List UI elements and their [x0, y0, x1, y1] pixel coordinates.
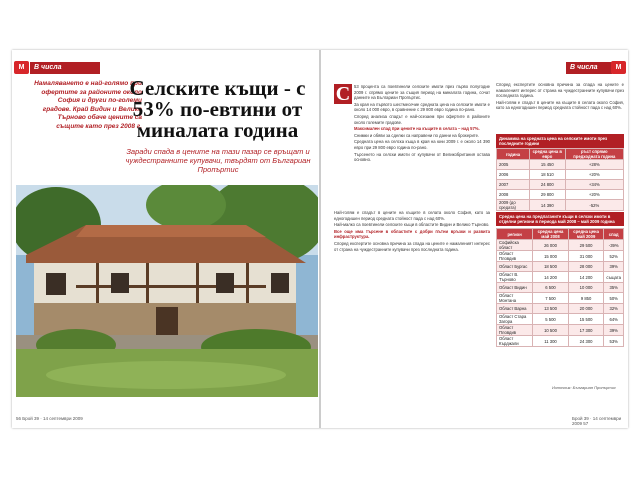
table-cell: 52% — [604, 251, 624, 262]
table-row — [497, 251, 624, 262]
table-cell: 17 300 — [568, 325, 604, 336]
table-row — [497, 314, 624, 325]
body-column-1 — [354, 84, 490, 164]
magazine-spread — [12, 50, 628, 428]
table-cell: 64% — [604, 314, 624, 325]
table1-caption: Динамика на средната цена на селските имоти през последните години — [496, 134, 624, 148]
table-row — [497, 262, 624, 272]
table-cell: 50% — [604, 293, 624, 304]
table-cell: 2007 — [497, 180, 530, 190]
body-paragraph: Според експертите основна причина за спада на цените е намаленият интерес от страна на чуждестранните купувачи през последната година. — [496, 82, 624, 99]
folio-right — [572, 416, 628, 426]
page-number-left: 56 — [16, 416, 22, 421]
village-house-photo — [16, 185, 318, 397]
table-header-row — [497, 229, 624, 240]
table-cell: 2006 — [497, 170, 530, 180]
table-cell: 15 500 — [568, 314, 604, 325]
body-paragraph: Най-голям е спадът в цените на къщите в селата около София, като за едногодишен период средната стойност пада с над 60%. — [334, 210, 490, 221]
table-header-cell: средна цена май 2008 — [533, 229, 569, 240]
body-paragraph: Снимки и обяви за сделки са направени по данни на брокерите. — [354, 132, 480, 138]
table-cell: +20% — [565, 170, 623, 180]
body-paragraph: Най-голям е спадът в цените на къщите в селата около София, като за едногодишен период средната стойност пада с над 60%. — [496, 99, 624, 111]
table-row — [497, 304, 624, 314]
table-source: Източник: Българиан Пропъртис — [552, 385, 616, 390]
folio-left — [16, 416, 83, 421]
section-label-right: В числа — [570, 64, 598, 71]
body-paragraph: Според експертите основна причина за спада на цените е намаленият интерес от страна на чуждестранните купувачи през последната година. — [334, 240, 490, 252]
table-cell: 28 000 — [568, 262, 604, 272]
table-cell: +20% — [565, 190, 623, 200]
table-cell: 14 200 — [533, 272, 569, 283]
table-cell: 24 300 — [568, 336, 604, 347]
table-cell: Област Пловдив — [497, 325, 533, 336]
table-header-cell: спад — [604, 229, 624, 240]
table-cell: 31 000 — [568, 251, 604, 262]
table-row — [497, 160, 624, 170]
table-cell: 39% — [604, 262, 624, 272]
table-header-cell: година — [497, 149, 530, 160]
table-cell: 11 300 — [533, 336, 569, 347]
table-row — [497, 190, 624, 200]
table-cell: 18 510 — [529, 170, 565, 180]
section-header-right — [566, 62, 612, 74]
table-header-row — [497, 149, 624, 160]
table-cell: Област В. Търново — [497, 272, 533, 283]
table-header-cell: регион — [497, 229, 533, 240]
table-row — [497, 180, 624, 190]
table-cell: 9 850 — [568, 293, 604, 304]
section-header-left — [30, 62, 100, 74]
table-cell: Област Варна — [497, 304, 533, 314]
table-cell: 29 800 — [529, 190, 565, 200]
body-paragraph: Според анализа спадът е най-осезаем при офертите в районите около големите градове. — [354, 113, 490, 125]
regional-prices-table — [496, 228, 624, 347]
table-cell: -52% — [565, 200, 623, 211]
issue-date-right: Брой 39 · 14 септември 2009 — [572, 416, 622, 426]
table-cell: 14 390 — [529, 200, 565, 211]
table2-caption: Средна цена на предлаганите къщи в селски имоти в отделни региони в периода май 2008 – май 2009 година — [496, 212, 624, 226]
body-paragraph: Средната цена на селска къща в края на юни 2009 г. е около 14 390 евро при 29 800 евро година по-рано. — [354, 139, 490, 150]
issue-date-left: Брой 39 · 14 септември 2009 — [22, 416, 83, 421]
table-cell: -39% — [604, 240, 624, 251]
table-cell: 15 450 — [529, 160, 565, 170]
table-cell: 20 000 — [568, 304, 604, 314]
table-cell: 35% — [604, 283, 624, 293]
table-cell: същата — [604, 272, 624, 283]
section-label-left: В числа — [34, 64, 62, 71]
table-cell: +28% — [565, 160, 623, 170]
table-cell: 2009 (до средата) — [497, 200, 530, 211]
table-cell: +34% — [565, 180, 623, 190]
table-row — [497, 170, 624, 180]
table-header-cell: средна цена май 2009 — [568, 229, 604, 240]
table-cell: 5 500 — [533, 314, 569, 325]
price-dynamics-table — [496, 148, 624, 211]
table-cell: Софийска област — [497, 240, 533, 251]
magazine-logo: M — [14, 61, 29, 74]
table-cell: 53% — [604, 336, 624, 347]
page-number-right: 57 — [583, 421, 589, 426]
table-header-cell: средна цена в евро — [529, 149, 565, 160]
table-cell: 26 000 — [533, 240, 569, 251]
table-cell: 14 200 — [568, 272, 604, 283]
table-cell: Област Кърджали — [497, 336, 533, 347]
article-headline: Селските къщи - с 53% по-евтини от миналата година — [129, 76, 306, 142]
magazine-logo-right: M — [611, 61, 626, 74]
table-row — [497, 200, 624, 211]
body-paragraph: За края на първото шестмесечие средната цена на селските имоти е около 14 000 евро, в сравнение с 29 800 евро година по-рано. — [354, 101, 490, 113]
body-column-1b — [334, 210, 490, 253]
table-cell: 15 000 — [533, 251, 569, 262]
body-paragraph: Търсенето на селски имоти от купувачи от Великобритания остава основно. — [354, 151, 490, 163]
table-cell: 10 500 — [533, 325, 569, 336]
table-cell: 13 500 — [533, 304, 569, 314]
table-cell: 39% — [604, 325, 624, 336]
table-cell: Област Бургас — [497, 262, 533, 272]
drop-cap: С — [335, 83, 351, 105]
pull-quote: Намаляването е най-голямо при офертите за районите около София и други по-големи градове. Край Видин и Велико Търново обаче цените са същите като през 2008 г. — [34, 80, 142, 130]
table-cell: Област Стара Загора — [497, 314, 533, 325]
table-cell: Област Пловдив — [497, 251, 533, 262]
body-subhead: Максимален спад при цените на къщите в селата – над 57%. — [354, 126, 480, 132]
body-paragraph: 53 процента са поевтинели селските имоти през първо полугодие 2009 г. спрямо цените за същия период на миналата година, сочат данните на Българиан Пропъртис. — [354, 84, 490, 101]
table-cell: 2005 — [497, 160, 530, 170]
table-cell: 10 000 — [568, 283, 604, 293]
table-row — [497, 325, 624, 336]
table-cell: 32% — [604, 304, 624, 314]
table-row — [497, 272, 624, 283]
table-row — [497, 336, 624, 347]
table-row — [497, 240, 624, 251]
spine-gutter — [319, 50, 321, 428]
table-row — [497, 293, 624, 304]
table-cell: 6 500 — [533, 283, 569, 293]
table-cell: 18 500 — [533, 262, 569, 272]
table-header-cell: ръст спрямо предходната година — [565, 149, 623, 160]
table-row — [497, 283, 624, 293]
body-column-2 — [496, 82, 624, 112]
body-subhead: Все още има търсене в областите с добри пътни връзки и развита инфраструктура. — [334, 228, 490, 240]
table-cell: 7 500 — [533, 293, 569, 304]
body-paragraph: Най-малко са поевтинели селските къщи в областите Видин и Велико Търново. — [334, 222, 490, 228]
table-cell: 2008 — [497, 190, 530, 200]
table-cell: Област Видин — [497, 283, 533, 293]
table-cell: 29 500 — [568, 240, 604, 251]
table-cell: 24 800 — [529, 180, 565, 190]
article-deck: Заради спада в цените на тази пазар се връщат и чуждестранните купувачи, твърдят от Българиан Пропъртис — [125, 147, 311, 174]
table-cell: Област Монтана — [497, 293, 533, 304]
